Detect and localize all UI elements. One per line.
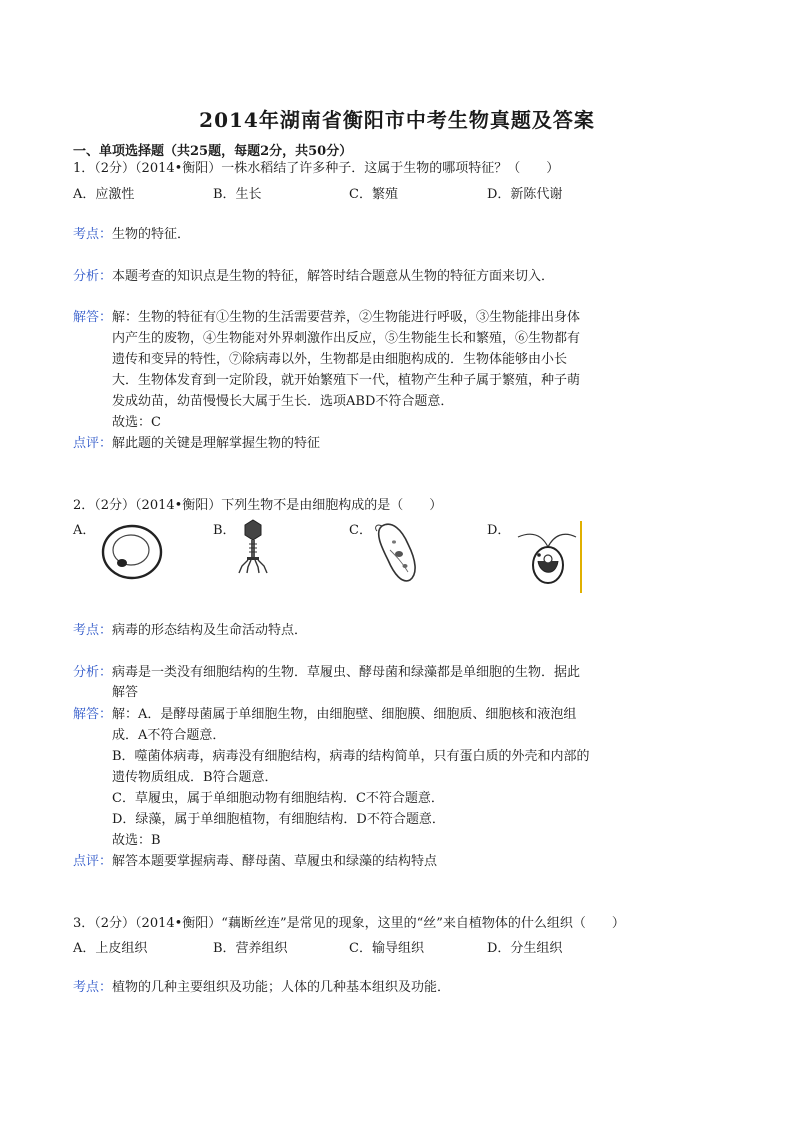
kaodian-label: 考点： — [73, 623, 113, 638]
q2-option-a: A． — [73, 523, 96, 538]
q3-option-a: A．上皮组织 — [73, 941, 148, 956]
q1-option-d: D．新陈代谢 — [487, 187, 563, 202]
q1-dianping-text: 解此题的关键是理解掌握生物的特征 — [112, 436, 321, 451]
q2-dianping — [73, 853, 437, 870]
q2-dianping-text: 解答本题要掌握病毒、酵母菌、草履虫和绿藻的结构特点 — [112, 854, 438, 869]
fenxi-label: 分析： — [73, 269, 113, 284]
q2-jieda-text-1: 解：A．是酵母菌属于单细胞生物，由细胞壁、细胞膜、细胞质、细胞核和液泡组 — [112, 707, 577, 722]
q2-jieda-line-2: 成．A不符合题意． — [112, 728, 226, 743]
q3-kaodian-text: 植物的几种主要组织及功能；人体的几种基本组织及功能． — [112, 980, 451, 995]
q2-kaodian-text: 病毒的形态结构及生命活动特点． — [112, 623, 308, 638]
q2-jieda-line-3: B．噬菌体病毒，病毒没有细胞结构，病毒的结构简单，只有蛋白质的外壳和内部的 — [112, 749, 590, 764]
page-title: 2014年湖南省衡阳市中考生物真题及答案 — [199, 108, 595, 132]
q1-jieda-line-5: 发成幼苗，幼苗慢慢长大属于生长．选项ABD不符合题意． — [112, 394, 454, 409]
dianping-label: 点评： — [73, 854, 113, 869]
q2-jieda-line-6: D．绿藻，属于单细胞植物，有细胞结构．D不符合题意． — [112, 812, 445, 827]
q1-jieda-line-6: 故选：C — [112, 415, 161, 430]
q1-jieda-text-1: 解：生物的特征有①生物的生活需要营养，②生物能进行呼吸，③生物能排出身体 — [112, 310, 581, 325]
q3-option-b: B．营养组织 — [213, 941, 288, 956]
q1-fenxi-text: 本题考查的知识点是生物的特征，解答时结合题意从生物的特征方面来切入． — [112, 269, 555, 284]
q2-fenxi-line-2: 解答 — [112, 685, 139, 700]
q2-kaodian — [73, 622, 307, 639]
q2-option-c: C． — [349, 523, 372, 538]
q1-stem: 1．（2分）（2014•衡阳）一株水稻结了许多种子．这属于生物的哪项特征？（ ） — [73, 161, 560, 176]
section-heading: 一、单项选择题（共25题，每题2分，共50分） — [73, 144, 353, 159]
fenxi-label: 分析： — [73, 665, 113, 680]
q2-jieda-line-5: C．草履虫，属于单细胞动物有细胞结构．C不符合题意． — [112, 791, 444, 806]
q2-stem: 2．（2分）（2014•衡阳）下列生物不是由细胞构成的是（ ） — [73, 498, 443, 513]
q1-dianping — [73, 435, 320, 452]
q3-option-d: D．分生组织 — [487, 941, 563, 956]
q2-option-b: B． — [213, 523, 236, 538]
q3-stem: 3．（2分）（2014•衡阳）“藕断丝连”是常见的现象，这里的“丝”来自植物体的什么组织（ ） — [73, 916, 625, 931]
q1-option-c: C．繁殖 — [349, 187, 398, 202]
q2-fenxi-text-1: 病毒是一类没有细胞结构的生物．草履虫、酵母菌和绿藻都是单细胞的生物．据此 — [112, 665, 581, 680]
dianping-label: 点评： — [73, 436, 113, 451]
jieda-label: 解答： — [73, 707, 113, 722]
q3-kaodian — [73, 979, 450, 996]
q2-fenxi-line-1 — [73, 664, 580, 681]
q1-fenxi — [73, 268, 554, 285]
paramecium-figure — [372, 520, 422, 584]
yeast-cell-figure — [100, 522, 164, 582]
q1-option-b: B．生长 — [213, 187, 262, 202]
q1-jieda-line-1 — [73, 309, 580, 326]
q2-jieda-line-7: 故选：B — [112, 833, 161, 848]
bacteriophage-figure — [236, 518, 270, 574]
q1-kaodian-text: 生物的特征． — [112, 227, 191, 242]
q2-jieda-line-4: 遗传物质组成．B符合题意． — [112, 770, 278, 785]
q1-jieda-line-2: 内产生的废物，④生物能对外界刺激作出反应，⑤生物能生长和繁殖，⑥生物都有 — [112, 331, 581, 346]
q1-option-a: A．应激性 — [73, 187, 135, 202]
q2-option-d: D． — [487, 523, 511, 538]
q3-option-c: C．输导组织 — [349, 941, 424, 956]
chlamydomonas-figure — [512, 521, 584, 593]
q2-jieda-line-1 — [73, 706, 576, 723]
kaodian-label: 考点： — [73, 980, 113, 995]
kaodian-label: 考点： — [73, 227, 113, 242]
q1-kaodian — [73, 226, 190, 243]
q1-jieda-line-3: 遗传和变异的特性，⑦除病毒以外，生物都是由细胞构成的．生物体能够由小长 — [112, 352, 568, 367]
jieda-label: 解答： — [73, 310, 113, 325]
q1-jieda-line-4: 大．生物体发育到一定阶段，就开始繁殖下一代，植物产生种子属于繁殖，种子萌 — [112, 373, 581, 388]
